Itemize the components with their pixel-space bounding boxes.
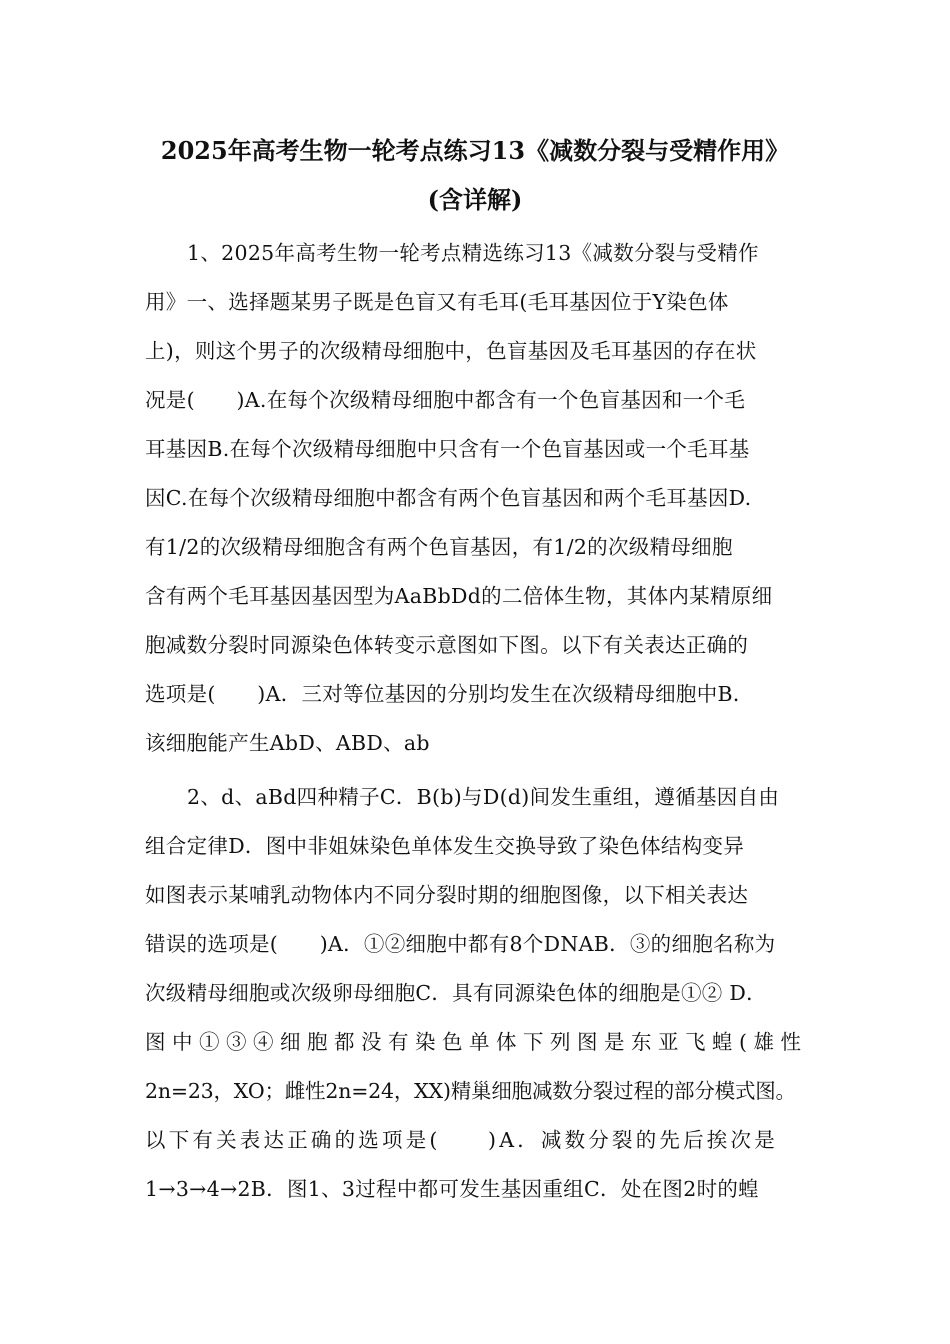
paragraph-line: 1→3→4→2B．图1、3过程中都可发生基因重组C．处在图2时的蝗 xyxy=(145,1177,759,1201)
paragraph-line: 1、2025年高考生物一轮考点精选练习13《减数分裂与受精作 xyxy=(187,241,759,265)
paragraph-line: 2、d、aBd四种精子C．B(b)与D(d)间发生重组，遵循基因自由 xyxy=(187,785,780,809)
paragraph-line: 胞减数分裂时同源染色体转变示意图如下图。以下有关表达正确的 xyxy=(145,633,749,657)
paragraph-line: 如图表示某哺乳动物体内不同分裂时期的细胞图像，以下相关表达 xyxy=(145,883,749,907)
document-title: 2025年高考生物一轮考点练习13《减数分裂与受精作用》 xyxy=(160,136,790,165)
document-subtitle: (含详解) xyxy=(427,185,523,214)
paragraph-line: 因C.在每个次级精母细胞中都含有两个色盲基因和两个毛耳基因D. xyxy=(145,486,752,510)
paragraph-line: 有1/2的次级精母细胞含有两个色盲基因，有1/2的次级精母细胞 xyxy=(145,535,733,559)
paragraph-line: 用》一、选择题某男子既是色盲又有毛耳(毛耳基因位于Y染色体 xyxy=(145,290,729,314)
paragraph-line: 次级精母细胞或次级卵母细胞C．具有同源染色体的细胞是①② D． xyxy=(145,981,767,1005)
paragraph-line: 含有两个毛耳基因基因型为AaBbDd的二倍体生物，其体内某精原细 xyxy=(145,584,773,608)
paragraph-line: 2n=23，XO；雌性2n=24，XX)精巢细胞减数分裂过程的部分模式图。 xyxy=(145,1079,796,1103)
paragraph-line: 图中①③④细胞都没有染色单体下列图是东亚飞蝗(雄性 xyxy=(145,1030,808,1054)
paragraph-line: 耳基因B.在每个次级精母细胞中只含有一个色盲基因或一个毛耳基 xyxy=(145,437,750,461)
paragraph-line: 组合定律D．图中非姐妹染色单体发生交换导致了染色体结构变异 xyxy=(145,834,745,858)
paragraph-line: 该细胞能产生AbD、ABD、ab xyxy=(145,731,430,755)
paragraph-line: 以下有关表达正确的选项是( )A．减数分裂的先后挨次是 xyxy=(145,1128,778,1152)
paragraph-line: 况是( )A.在每个次级精母细胞中都含有一个色盲基因和一个毛 xyxy=(145,388,746,412)
paragraph-line: 上)，则这个男子的次级精母细胞中，色盲基因及毛耳基因的存在状 xyxy=(145,339,757,363)
paragraph-line: 错误的选项是( )A．①②细胞中都有8个DNAB．③的细胞名称为 xyxy=(145,932,776,956)
paragraph-line: 选项是( )A．三对等位基因的分别均发生在次级精母细胞中B． xyxy=(145,682,754,706)
